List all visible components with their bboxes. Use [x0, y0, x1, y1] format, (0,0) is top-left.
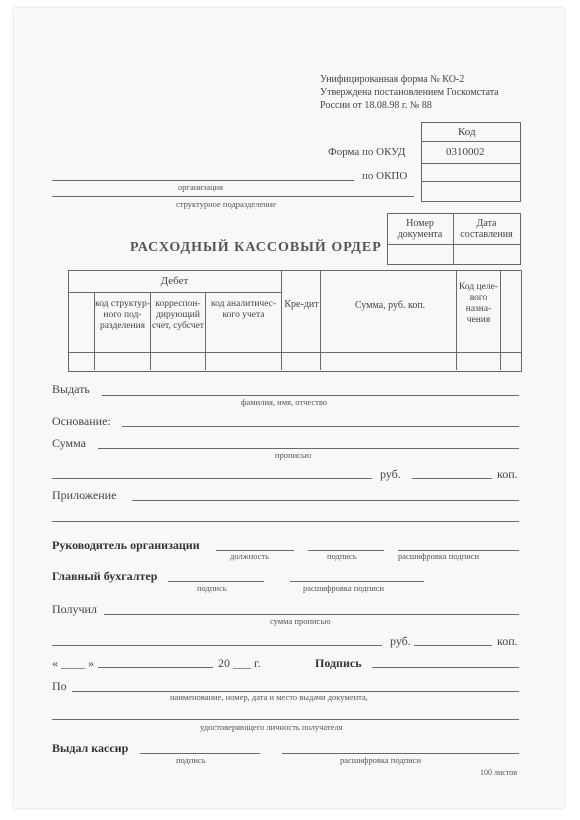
issue-caption: фамилия, имя, отчество: [241, 397, 328, 407]
cashier-signature-caption: подпись: [176, 755, 206, 765]
attachment-label: Приложение: [52, 488, 117, 502]
kop-line[interactable]: [412, 478, 492, 479]
received-caption: сумма прописью: [270, 616, 331, 626]
col-corr-header: корреспон-дирующий счет, субсчет: [152, 299, 204, 331]
okud-label: Форма по ОКУД: [328, 146, 406, 158]
identity-caption: удостоверяющего личность получателя: [200, 722, 343, 732]
cashier-decode-line[interactable]: [282, 753, 519, 754]
received-line-2[interactable]: [52, 645, 382, 646]
sum-label: Сумма: [52, 436, 86, 450]
organization-line[interactable]: [52, 180, 354, 181]
attachment-line-2[interactable]: [52, 521, 519, 522]
chief-signature-caption: подпись: [197, 583, 227, 593]
chief-decode-caption: расшифровка подписи: [303, 583, 385, 593]
approved-text: Утверждена постановлением Госкомстата: [320, 87, 499, 98]
by-line-2[interactable]: [52, 719, 519, 720]
chief-signature-line[interactable]: [168, 581, 264, 582]
sheets-count: 100 листов: [480, 768, 517, 777]
received-kop-line[interactable]: [414, 645, 492, 646]
cashier-label: Выдал кассир: [52, 741, 129, 755]
received-kop-label: коп.: [497, 634, 518, 648]
sum-caption: прописью: [275, 450, 312, 460]
date-year: 20 ___ г.: [218, 656, 261, 670]
head-decode-caption: расшифровка подписи: [398, 551, 480, 561]
code-header: Код: [458, 126, 476, 138]
chief-decode-line[interactable]: [290, 581, 424, 582]
received-rub-label: руб.: [390, 634, 411, 648]
head-position-caption: должность: [230, 551, 269, 561]
date-day: « ____ »: [52, 656, 94, 670]
doc-number-header: Номер документа: [397, 218, 443, 240]
col-sum-header: Сумма, руб. коп.: [354, 300, 426, 311]
col-purpose-header: Код целе-вого назна-чения: [459, 282, 498, 325]
doc-date-header: Дата составления: [460, 218, 513, 240]
date-month-line[interactable]: [98, 667, 213, 668]
sum-line-2[interactable]: [52, 478, 372, 479]
unit-caption: структурное подразделение: [176, 199, 276, 209]
form-title: РАСХОДНЫЙ КАССОВЫЙ ОРДЕР: [130, 240, 382, 255]
head-label: Руководитель организации: [52, 538, 200, 552]
okud-value: 0310002: [446, 146, 485, 158]
russia-date-text: России от 18.08.98 г. № 88: [320, 100, 432, 111]
form-label: Унифицированная форма № КО-2: [320, 74, 465, 85]
sign-label: Подпись: [315, 656, 362, 670]
unit-line[interactable]: [52, 196, 414, 197]
sum-line[interactable]: [98, 448, 519, 449]
cashier-signature-line[interactable]: [140, 753, 260, 754]
issue-line[interactable]: [102, 395, 519, 396]
basis-label: Основание:: [52, 414, 111, 428]
col-credit-header: Кре-дит: [284, 299, 319, 310]
organization-caption: организация: [178, 182, 223, 192]
doc-caption: наименование, номер, дата и место выдачи документа,: [170, 692, 368, 702]
debit-header: Дебет: [160, 275, 189, 287]
rub-label: руб.: [380, 467, 401, 481]
attachment-line[interactable]: [132, 500, 519, 501]
col-analytic-header: код аналитичес-кого учета: [210, 299, 277, 320]
chief-accountant-label: Главный бухгалтер: [52, 569, 158, 583]
head-signature-caption: подпись: [327, 551, 357, 561]
kop-label: коп.: [497, 467, 518, 481]
sign-line[interactable]: [372, 667, 519, 668]
issue-label: Выдать: [52, 382, 90, 396]
received-label: Получил: [52, 602, 97, 616]
cashier-decode-caption: расшифровка подписи: [340, 755, 422, 765]
basis-line[interactable]: [122, 426, 519, 427]
col-struct-header: код структур-ного под-разделения: [95, 299, 150, 331]
by-label: По: [52, 679, 67, 693]
okpo-label: по ОКПО: [362, 170, 408, 182]
received-line[interactable]: [104, 614, 519, 615]
